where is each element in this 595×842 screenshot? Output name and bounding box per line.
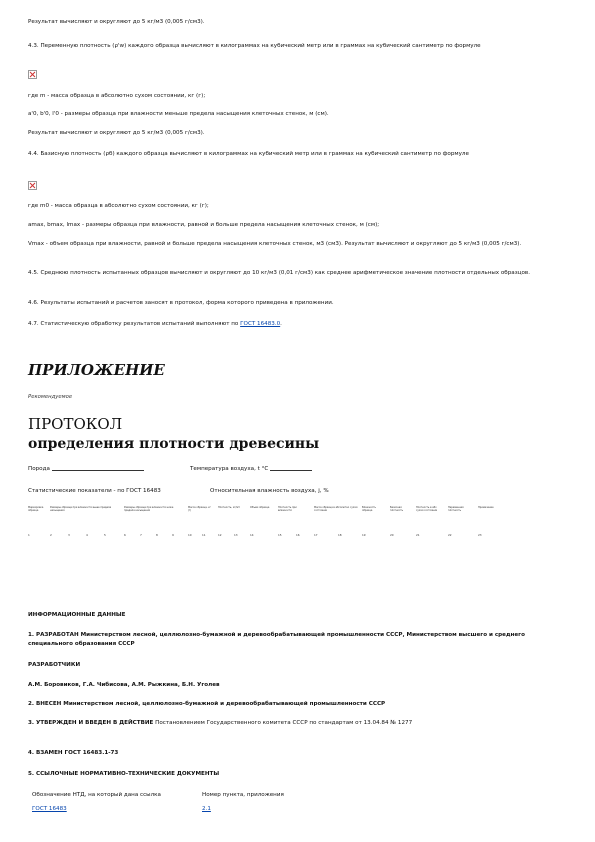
table-header: Масса образца, кг (г): [188, 506, 211, 513]
paragraph: где m - масса образца в абсолютно сухом состоянии, кг (г);: [28, 93, 206, 99]
paragraph: 4.6. Результаты испытаний и расчетов заносят в протокол, форма которого приведена в приложении.: [28, 300, 334, 306]
table-header: Масса образца в абсолютно сухом состоянии: [314, 506, 358, 513]
table-header: Переменная плотность: [448, 506, 464, 513]
column-number: 14: [250, 533, 254, 537]
column-number: 9: [172, 533, 174, 537]
recommended-label: Рекомендуемое: [28, 394, 73, 400]
column-number: 10: [188, 533, 192, 537]
table-header: Объем образца: [250, 506, 270, 509]
paragraph: Результат вычисляют и округляют до 5 кг/м3 (0,005 г/см3).: [28, 130, 205, 136]
column-number: 22: [448, 533, 452, 537]
info-title: ИНФОРМАЦИОННЫЕ ДАННЫЕ: [28, 612, 126, 618]
paragraph: 4.5. Среднюю плотность испытанных образцов вычисляют и округляют до 10 кг/м3 (0,01 г/см3) как среднее арифметическое значение плотности отдельных образцов.: [28, 270, 531, 276]
protocol-title-block: [28, 415, 319, 453]
protocol-title: ПРОТОКОЛ: [28, 415, 123, 433]
protocol-table: [28, 506, 568, 538]
breed-underline: [52, 470, 144, 471]
developers-label: РАЗРАБОТЧИКИ: [28, 662, 81, 668]
temperature-field: [190, 466, 312, 472]
formula-image-placeholder-icon: [28, 181, 37, 190]
column-number: 4: [86, 533, 88, 537]
humidity-label: Относительная влажность воздуха, j, %: [210, 488, 329, 494]
table-header: Примечание: [478, 506, 494, 509]
column-number: 13: [234, 533, 238, 537]
formula-image-placeholder-icon: [28, 70, 37, 79]
column-number: 15: [278, 533, 282, 537]
paragraph: где m0 - масса образца в абсолютно сухом состоянии, кг (г);: [28, 203, 209, 209]
ref-column-header: Номер пункта, приложения: [202, 792, 284, 798]
paragraph: 4.3. Переменную плотность (ρ'w) каждого образца вычисляют в килограммах на кубический метр или в граммах на кубический сантиметр по формуле: [28, 43, 481, 49]
column-number: 3: [68, 533, 70, 537]
column-number: 8: [156, 533, 158, 537]
ref-column-header: Обозначение НТД, на который дана ссылка: [32, 792, 161, 798]
column-number: 7: [140, 533, 142, 537]
stats-label: Статистические показатели - по ГОСТ 16483: [28, 488, 161, 494]
column-number: 2: [50, 533, 52, 537]
column-number: 23: [478, 533, 482, 537]
protocol-subtitle: определения плотности древесины: [28, 435, 320, 452]
column-number: 1: [28, 533, 30, 537]
table-header: Плотность, кг/м3: [218, 506, 240, 509]
developers-list: А.М. Боровиков, Г.А. Чибисова, А.М. Рыжкина, Б.Н. Уголев: [28, 682, 220, 688]
info-item-1: 1. РАЗРАБОТАН Министерством лесной, целлюлозно-бумажной и деревообрабатывающей промышленности СССР, Министерством высшего и среднего специального образования СССР: [28, 632, 525, 647]
column-number: 6: [124, 533, 126, 537]
paragraph: Результат вычисляют и округляют до 5 кг/м3 (0,005 г/см3).: [28, 19, 205, 25]
column-number: 19: [362, 533, 366, 537]
table-header: Маркировка образца: [28, 506, 44, 513]
temperature-underline: [270, 470, 312, 471]
table-header: Плотность в абс. сухом состоянии: [416, 506, 438, 513]
column-number: 5: [104, 533, 106, 537]
column-number: 21: [416, 533, 420, 537]
table-header: Плотность при влажности: [278, 506, 297, 513]
breed-label: Порода: [28, 466, 50, 472]
column-number: 18: [338, 533, 342, 537]
table-header: Базисная плотность: [390, 506, 404, 513]
breed-field: [28, 466, 144, 472]
table-header: Размеры образца при влажности ниже предела насыщения: [124, 506, 174, 513]
gost-16483-ref-link[interactable]: ГОСТ 16483: [32, 806, 67, 812]
paragraph: 4.4. Базисную плотность (ρб) каждого образца вычисляют в килограммах на кубический метр или в граммах на кубический сантиметр по формуле: [28, 151, 469, 157]
column-number: 16: [296, 533, 300, 537]
temperature-label: Температура воздуха, t °С: [190, 466, 269, 472]
info-item-5: 5. ССЫЛОЧНЫЕ НОРМАТИВНО-ТЕХНИЧЕСКИЕ ДОКУМЕНТЫ: [28, 771, 220, 777]
paragraph: [28, 320, 568, 329]
column-number: 11: [202, 533, 206, 537]
column-number: 20: [390, 533, 394, 537]
paragraph: Vmax - объем образца при влажности, равной и больше предела насыщения клеточных стенок, м3 (см3). Результат вычисляют и округляют до 5 кг/м3 (0,005 г/см3).: [28, 241, 522, 247]
appendix-heading: ПРИЛОЖЕНИЕ: [28, 361, 165, 379]
info-item-3: [28, 719, 568, 728]
paragraph: a'0, b'0, l'0 - размеры образца при влажности меньше предела насыщения клеточных стенок, м (см).: [28, 111, 329, 117]
column-number: 12: [218, 533, 222, 537]
paragraph-text: 4.7. Статистическую обработку результатов испытаний выполняют по: [28, 321, 241, 327]
info-item-4: 4. ВЗАМЕН ГОСТ 16483.1-73: [28, 750, 119, 756]
info-item-3-heading: 3. УТВЕРЖДЕН И ВВЕДЕН В ДЕЙСТВИЕ: [28, 720, 154, 726]
gost-16483-0-link[interactable]: ГОСТ 16483.0: [240, 321, 281, 327]
table-header: Влажность образца: [362, 506, 376, 513]
info-item-2: 2. ВНЕСЕН Министерством лесной, целлюлозно-бумажной и деревообрабатывающей промышленности СССР: [28, 701, 386, 707]
paragraph-text: .: [280, 321, 282, 327]
column-number: 17: [314, 533, 318, 537]
ref-point-link[interactable]: 2.1: [202, 806, 211, 812]
paragraph: amax, bmax, lmax - размеры образца при влажности, равной и больше предела насыщения клеточных стенок, м (см);: [28, 222, 380, 228]
table-header: Размеры образца при влажности выше предела насыщения: [50, 506, 112, 513]
info-item-3-text: Постановлением Государственного комитета СССР по стандартам от 13.04.84 № 1277: [153, 720, 413, 726]
